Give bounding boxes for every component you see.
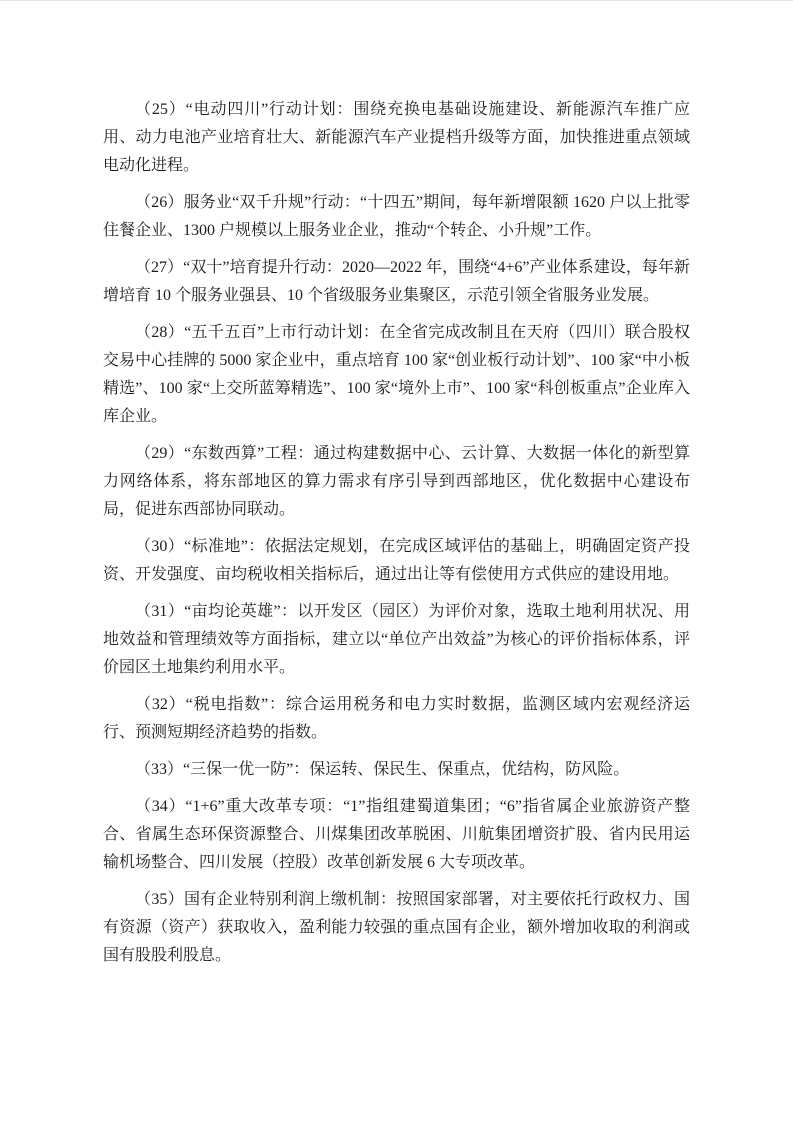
paragraph-33: （33）“三保一优一防”：保运转、保民生、保重点，优结构，防风险。: [135, 761, 630, 778]
paragraph-31: （31）“亩均论英雄”：以开发区（园区）为评价对象，选取土地利用状况、用地效益和管理绩效等方面指标，建立以“单位产出效益”为核心的评价指标体系，评价园区土地集约利用水平。: [103, 603, 690, 676]
paragraph-34: （34）“1+6”重大改革专项：“1”指组建蜀道集团；“6”指省属企业旅游资产整合、省属生态环保资源整合、川煤集团改革脱困、川航集团增资扩股、省内民用运输机场整合、四川发展（控股）改革创新发展 6 大专项改革。: [103, 798, 690, 871]
paragraph-35: （35）国有企业特别利润上缴机制：按照国家部署，对主要依托行政权力、国有资源（资产）获取收入，盈利能力较强的重点国有企业，额外增加收取的利润或国有股股利股息。: [103, 891, 690, 964]
paragraph-30: （30）“标准地”：依据法定规划，在完成区域评估的基础上，明确固定资产投资、开发强度、亩均税收相关指标后，通过出让等有偿使用方式供应的建设用地。: [103, 538, 690, 583]
paragraph-27: （27）“双十”培育提升行动：2020—2022 年，围绕“4+6”产业体系建设，每年新增培育 10 个服务业强县、10 个省级服务业集聚区，示范引领全省服务业发展。: [103, 259, 690, 304]
document-page: [0, 1, 793, 1123]
paragraph-28: （28）“五千五百”上市行动计划：在全省完成改制且在天府（四川）联合股权交易中心挂牌的 5000 家企业中，重点培育 100 家“创业板行动计划”、100 家“中小板精选”、100 家“上交所蓝筹精选”、100 家“境外上市”、100 家“科创板重点”企业库入库企业。: [103, 324, 690, 425]
paragraph-26: （26）服务业“双千升规”行动：“十四五”期间，每年新增限额 1620 户以上批零住餐企业、1300 户规模以上服务业企业，推动“个转企、小升规”工作。: [103, 194, 690, 239]
paragraph-25: （25）“电动四川”行动计划：围绕充换电基础设施建设、新能源汽车推广应用、动力电池产业培育壮大、新能源汽车产业提档升级等方面，加快推进重点领域电动化进程。: [103, 101, 690, 174]
paragraph-29: （29）“东数西算”工程：通过构建数据中心、云计算、大数据一体化的新型算力网络体系，将东部地区的算力需求有序引导到西部地区，优化数据中心建设布局，促进东西部协同联动。: [103, 445, 690, 518]
paragraph-32: （32）“税电指数”：综合运用税务和电力实时数据，监测区域内宏观经济运行、预测短期经济趋势的指数。: [103, 696, 690, 741]
